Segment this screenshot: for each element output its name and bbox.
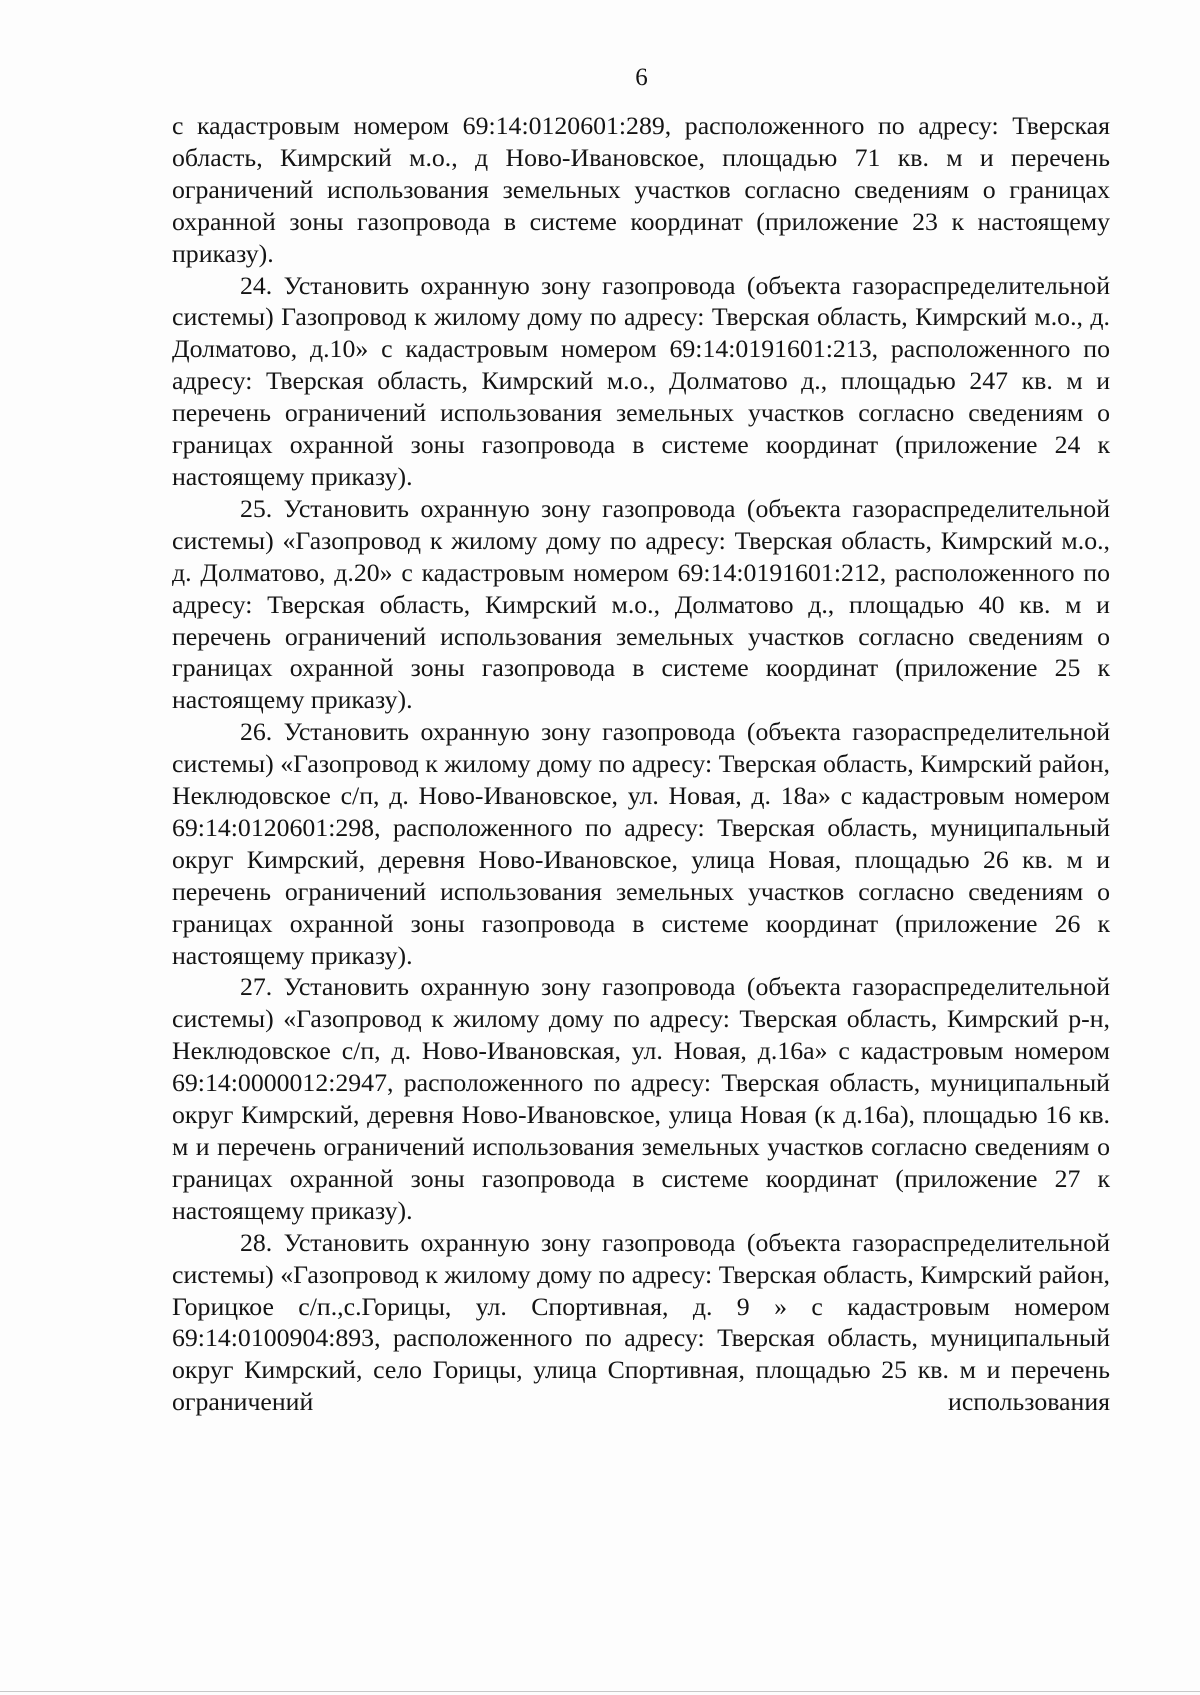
paragraph-item-27: 27. Установить охранную зону газопровода (объекта газораспределительной системы) «Газопровод к жилому дому по адресу: Тверская область, Кимрский р-н, Неклюдовское с/п, д. Ново-Ивановская, ул. Новая, д.16а» с кадастровым номером 69:14:0000012:2947, расположенного по адресу: Тверская область, муниципальный округ Кимрский, деревня Ново-Ивановское, улица Новая (к д.16а), площадью 16 кв. м и перечень ограничений использования земельных участков согласно сведениям о границах охранной зоны газопровода в системе координат (приложение 27 к настоящему приказу).: [172, 972, 1110, 1225]
paragraph-item-28: 28. Установить охранную зону газопровода (объекта газораспределительной системы) «Газопровод к жилому дому по адресу: Тверская область, Кимрский район, Горицкое с/п.,с.Горицы, ул. Спортивная, д. 9 » с кадастровым номером 69:14:0100904:893, расположенного по адресу: Тверская область, муниципальный округ Кимрский, село Горицы, улица Спортивная, площадью 25 кв. м и перечень ограничений использования: [172, 1227, 1110, 1417]
document-body: [172, 110, 1110, 1418]
paragraph-continuation: с кадастровым номером 69:14:0120601:289, расположенного по адресу: Тверская область, Кимрский м.о., д Ново-Ивановское, площадью 71 кв. м и перечень ограничений использования земельных участков согласно сведениям о границах охранной зоны газопровода в системе координат (приложение 23 к настоящему приказу).: [172, 111, 1110, 268]
scan-edge-line: [0, 1691, 1200, 1692]
paragraph-item-26: 26. Установить охранную зону газопровода (объекта газораспределительной системы) «Газопровод к жилому дому по адресу: Тверская область, Кимрский район, Неклюдовское с/п, д. Ново-Ивановское, ул. Новая, д. 18а» с кадастровым номером 69:14:0120601:298, расположенного по адресу: Тверская область, муниципальный округ Кимрский, деревня Ново-Ивановское, улица Новая, площадью 26 кв. м и перечень ограничений использования земельных участков согласно сведениям о границах охранной зоны газопровода в системе координат (приложение 26 к настоящему приказу).: [172, 717, 1110, 970]
paragraph-item-24: 24. Установить охранную зону газопровода (объекта газораспределительной системы) Газопровод к жилому дому по адресу: Тверская область, Кимрский м.о., д. Долматово, д.10» с кадастровым номером 69:14:0191601:213, расположенного по адресу: Тверская область, Кимрский м.о., Долматово д., площадью 247 кв. м и перечень ограничений использования земельных участков согласно сведениям о границах охранной зоны газопровода в системе координат (приложение 24 к настоящему приказу).: [172, 270, 1110, 491]
paragraph-item-25: 25. Установить охранную зону газопровода (объекта газораспределительной системы) «Газопровод к жилому дому по адресу: Тверская область, Кимрский м.о., д. Долматово, д.20» с кадастровым номером 69:14:0191601:212, расположенного по адресу: Тверская область, Кимрский м.о., Долматово д., площадью 40 кв. м и перечень ограничений использования земельных участков согласно сведениям о границах охранной зоны газопровода в системе координат (приложение 25 к настоящему приказу).: [172, 493, 1110, 715]
page-number: 6: [635, 64, 648, 91]
